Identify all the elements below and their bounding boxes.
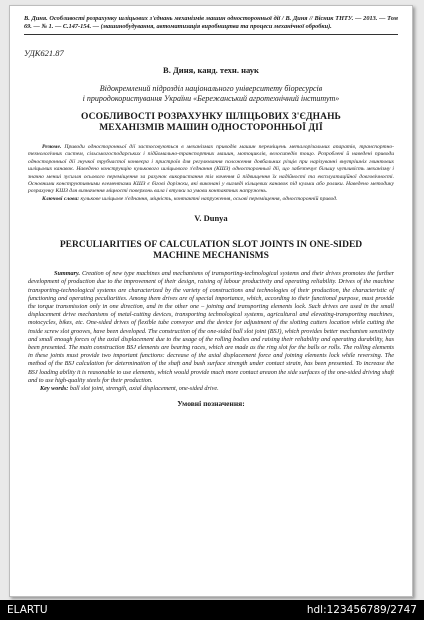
footer-bar xyxy=(0,600,424,620)
affiliation-line-2: і природокористування України «Бережанський агротехнічний інститут» xyxy=(82,94,340,103)
keywords-en-label: Key words: xyxy=(40,385,69,393)
keywords-en-text: ball slot joint, strength, axial displacement, one-sided drive. xyxy=(69,385,219,393)
abstract-ua xyxy=(24,144,398,196)
affiliation xyxy=(24,84,398,104)
abstract-ua-text: Приводи односторонньої дії застосовуються в механізмах приводів машин переміщень металорізальних апаратів, транспортно-технологічних систем, сільськогосподарських і підйомально-транспортних машин, мотоциклів, велосипедів тощо. Розроблені й наведені приводи односторонньої дії гнучкої трубчастої конвеєра і пристроїв для регулювання положення довбальних різців при нарізуванні внутрішніх гвинтових шліцьових канавок. Наведено конструкцію кулькового шліцьового з'єднання (КШЗ) односторонньої дії, що забезпечує більшу чутливість механізму і значно менші зусилля осьового переміщення за рахунок використання тіл кочення й підвищення їх надійності та експлуатаційної довговічності. Основними конструктивними елементами КШЗ є бігові доріжки, які виконані у вигляді кільцевих канавок під кульки або ролики. Наведено методику розрахунку КШЗ для визначення міцності поверхонь вала і втулки за умови контактних напружень. xyxy=(28,144,395,195)
keywords-ua-label: Ключові слова: xyxy=(42,195,80,202)
title-en-line-2: MACHINE MECHANISMS xyxy=(153,251,269,262)
keywords-ua xyxy=(24,196,398,203)
author-en: V. Dunya xyxy=(194,213,228,224)
abstract-en xyxy=(24,270,398,385)
author-ua: В. Диня, канд. техн. наук xyxy=(163,65,259,75)
affiliation-line-1: Відокремлений підрозділ національного університету біоресурсів xyxy=(99,84,323,93)
footer-repository-label[interactable]: ELARTU xyxy=(7,604,48,616)
abstract-en-text: Creation of new type machines and mechanisms of transporting-technological systems and their drives promotes the further development of production due to the improvement of their design, raising of labour productivity and operating reliability. Drives of the machine transporting-technological systems are characterized by the variety of constructions and technologies of their production, the characteristic of functioning and operating peculiarities. Among them drives are of special importance, which, according to their functional purpose, must provide the torque transmission only in one direction, and in the other one – joining and transporting elements lock. Such drives are used in the small displacement drive mechanisms of metal-cutting devices, transporting technological systems, agricultural and elevating-transporting machines, motocycles, bikes, etc. One-sided drives of flexible tube conveyor and the device for adjustment of the slotting cutters location while cutting the inside screw slot grooves, have been developed. The construction of the one-sided ball slot joint (BSJ), which provides better mechanism sensitivity and small enough forces of the axial displacement due to the usage of the rolling bodies and raising their reliability and operating durability, has been presented. The main construction BSJ elements are bearing races, which are made as the ring slot for the balls or rolls. The rolling elements in these joints must provide two important functions: decrease of the axial displacement force and joining elements lock while reversing. The method of the BSJ calculation for determination of the shaft and bush surface strength under contact strain, has been presented. To increase the BSJ loading ability it is reasonable to use elements, which would provide much more contact areaon the side surfaces of the one-sided driving shaft and to use high-quality steels for their production. xyxy=(28,270,394,384)
document-page xyxy=(9,5,413,597)
abstract-ua-label: Резюме. xyxy=(42,144,62,150)
footer-handle-link[interactable]: hdl:123456789/2747 xyxy=(306,604,417,616)
keywords-ua-text: кулькове шліцьове з'єднання, міцність, контактні напруження, осьові переміщення, односторонній привод. xyxy=(80,195,338,202)
title-en-line-1: PERCULIARITIES OF CALCULATION SLOT JOINTS IN ONE-SIDED xyxy=(59,240,363,251)
title-ua-line-2: МЕХАНІЗМІВ МАШИН ОДНОСТОРОННЬОЇ ДІЇ xyxy=(99,123,323,133)
citation-header: В. Диня. Особливості розрахунку шліцьових з'єднань механізмів машин односторонньої дії / В. Диня // Вісник ТНТУ. — 2013. — Том 69. — № 1. — С.147-154. — (машинобудування, автоматизація виробництва та процеси механічної обробки). xyxy=(24,15,398,35)
keywords-en xyxy=(24,385,398,393)
title-en xyxy=(24,240,398,262)
notation-heading: Умовні позначення: xyxy=(177,399,245,409)
title-ua-line-1: ОСОБЛИВОСТІ РОЗРАХУНКУ ШЛІЦЬОВИХ З'ЄДНАНЬ xyxy=(81,112,341,122)
abstract-en-label: Summary. xyxy=(54,270,81,278)
udk-code: УДК621.87 xyxy=(24,48,64,58)
title-ua xyxy=(24,112,398,134)
